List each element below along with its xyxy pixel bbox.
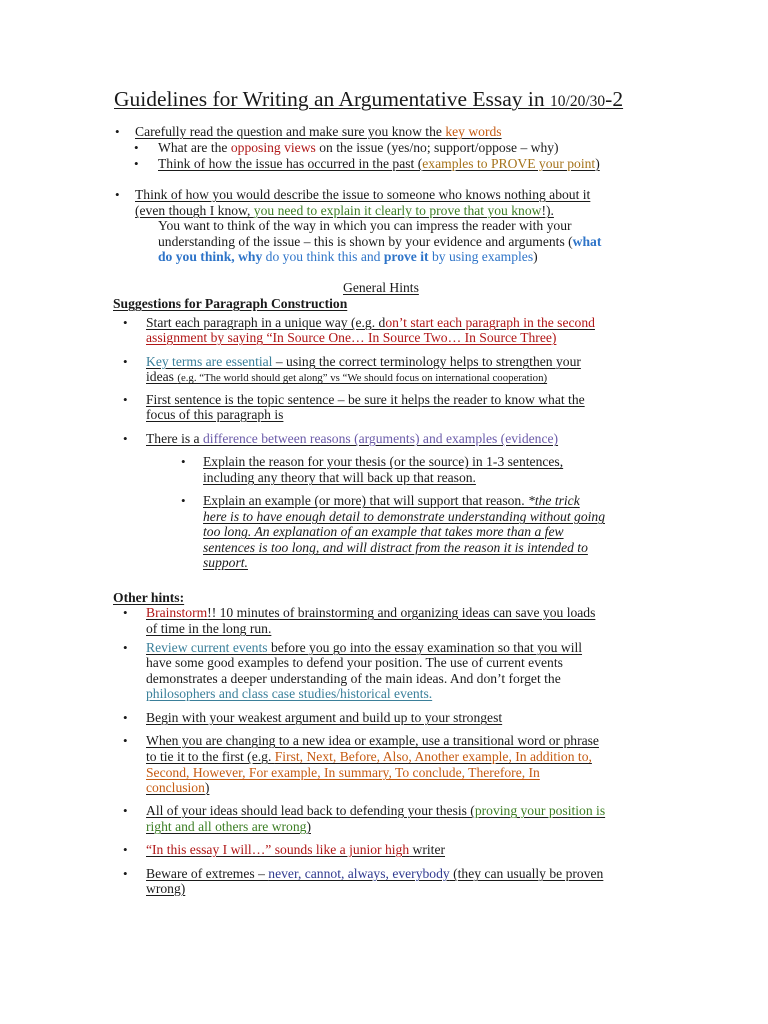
intro-bullet-describe-l3: You want to think of the way in which you can impress the reader with your [158, 218, 572, 233]
bullet: • [181, 493, 186, 508]
sub-explain-example-l2: here is to have enough detail to demonstrate understanding without going [203, 509, 605, 524]
other-transitional-l2: to tie it to the first (e.g. First, Next, Before, Also, Another example, In addition to, [146, 749, 592, 764]
intro-sub-past: Think of how the issue has occurred in the past (examples to PROVE your point) [158, 156, 600, 171]
sub-explain-reason-l2: including any theory that will back up that reason. [203, 470, 476, 485]
bullet: • [123, 392, 128, 407]
bullet: • [123, 354, 128, 369]
bullet: • [181, 454, 186, 469]
other-defend-thesis-l2: right and all others are wrong) [146, 819, 311, 834]
sub-explain-example-l3: too long. An explanation of an example that takes more than a few [203, 524, 564, 539]
bullet: • [123, 640, 128, 655]
suggestion-topic-sentence-l1: First sentence is the topic sentence – be sure it helps the reader to know what the [146, 392, 585, 407]
other-transitional-l1: When you are changing to a new idea or example, use a transitional word or phrase [146, 733, 599, 748]
other-brainstorm-l1: Brainstorm!! 10 minutes of brainstorming and organizing ideas can save you loads [146, 605, 596, 620]
bullet: • [134, 156, 139, 171]
sub-explain-reason-l1: Explain the reason for your thesis (or the source) in 1-3 sentences, [203, 454, 564, 469]
intro-bullet-describe-l2: (even though I know, you need to explain it clearly to prove that you know!). [135, 203, 554, 218]
bullet: • [123, 431, 128, 446]
bullet: • [123, 842, 128, 857]
bullet: • [123, 803, 128, 818]
other-current-events-l2: have some good examples to defend your position. The use of current events [146, 655, 563, 670]
bullet: • [115, 124, 120, 139]
other-current-events-l1: Review current events before you go into the essay examination so that you will [146, 640, 583, 655]
general-hints-heading: General Hints [343, 280, 419, 295]
suggestions-heading: Suggestions for Paragraph Construction [113, 296, 348, 311]
other-junior-high: “In this essay I will…” sounds like a junior high writer [146, 842, 446, 857]
bullet: • [123, 866, 128, 881]
bullet: • [123, 733, 128, 748]
other-extremes-l2: wrong) [146, 881, 186, 896]
suggestion-unique-way-l1: Start each paragraph in a unique way (e.g. don’t start each paragraph in the second [146, 315, 595, 330]
page-title: Guidelines for Writing an Argumentative Essay in 10/20/30-2 [114, 87, 624, 111]
sub-explain-example-l5: support. [203, 555, 248, 570]
other-transitional-l4: conclusion) [146, 780, 210, 795]
bullet: • [134, 140, 139, 155]
intro-bullet-describe-l4: understanding of the issue – this is shown by your evidence and arguments (what [158, 234, 602, 249]
other-current-events-l4: philosophers and class case studies/historical events. [146, 686, 433, 701]
other-extremes-l1: Beware of extremes – never, cannot, always, everybody (they can usually be proven [146, 866, 604, 881]
suggestion-key-terms-l2: ideas (e.g. “The world should get along” vs “We should focus on international cooperation) [146, 369, 548, 384]
suggestion-reasons-examples: There is a difference between reasons (arguments) and examples (evidence) [146, 431, 559, 446]
intro-bullet-describe-l1: Think of how you would describe the issue to someone who knows nothing about it [135, 187, 591, 202]
bullet: • [123, 710, 128, 725]
bullet: • [123, 315, 128, 330]
intro-sub-opposing: What are the opposing views on the issue (yes/no; support/oppose – why) [158, 140, 559, 155]
other-brainstorm-l2: of time in the long run. [146, 621, 272, 636]
sub-explain-example-l4: sentences is too long, and will distract from the reason it is intended to [203, 540, 588, 555]
bullet: • [115, 187, 120, 202]
bullet: • [123, 605, 128, 620]
suggestion-topic-sentence-l2: focus of this paragraph is [146, 407, 284, 422]
other-current-events-l3: demonstrates a deeper understanding of the main ideas. And don’t forget the [146, 671, 561, 686]
suggestion-key-terms-l1: Key terms are essential – using the correct terminology helps to strengthen your [146, 354, 581, 369]
suggestion-unique-way-l2: assignment by saying “In Source One… In Source Two… In Source Three) [146, 330, 557, 345]
intro-bullet-keywords: Carefully read the question and make sure you know the key words [135, 124, 502, 139]
sub-explain-example-l1: Explain an example (or more) that will support that reason. *the trick [203, 493, 580, 508]
other-hints-heading: Other hints: [113, 590, 185, 605]
other-transitional-l3: Second, However, For example, In summary, To conclude, Therefore, In [146, 765, 540, 780]
other-weakest-argument: Begin with your weakest argument and build up to your strongest [146, 710, 503, 725]
other-defend-thesis-l1: All of your ideas should lead back to defending your thesis (proving your position is [146, 803, 606, 818]
intro-bullet-describe-l5: do you think, why do you think this and prove it by using examples) [158, 249, 538, 264]
